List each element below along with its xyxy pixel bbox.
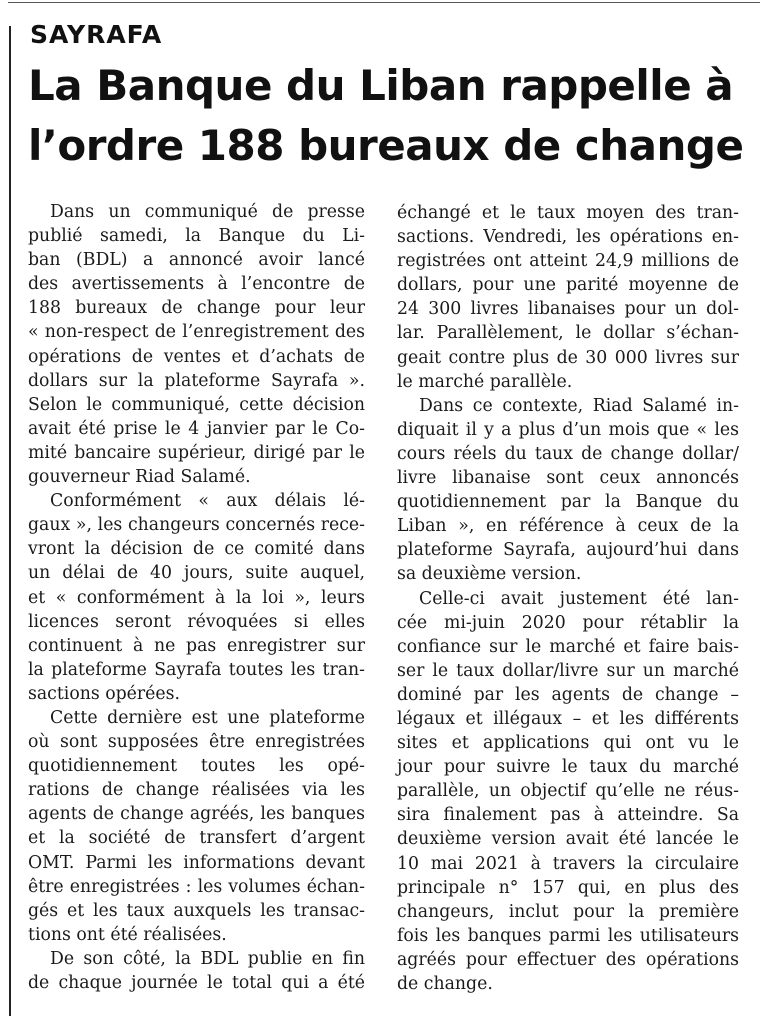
article-line: dollars sur la plateforme Sayrafa ». xyxy=(28,370,365,391)
article-line: et « conformément à la loi », leurs xyxy=(28,587,365,608)
article-line: cée mi-juin 2020 pour rétablir la xyxy=(397,612,739,633)
article-line: changeurs, inclut pour la première xyxy=(397,901,739,922)
article-line: agents de change agréés, les banques xyxy=(28,804,365,825)
article-line: sa deuxième version. xyxy=(397,564,582,585)
article-line: cours réels du taux de change dollar/ xyxy=(397,443,739,464)
article-line: quotidiennement toutes les opé- xyxy=(28,756,365,777)
article-line: diquait il y a plus d’un mois que « les xyxy=(397,419,739,440)
article-line: agréés pour effectuer des opérations xyxy=(397,949,739,970)
article-line: avait été prise le 4 janvier par le Co- xyxy=(28,418,365,439)
article-line: vront la décision de ce comité dans xyxy=(28,539,365,560)
article-line: mité bancaire supérieur, dirigé par le xyxy=(28,442,365,463)
article-line: gaux », les changeurs concernés rece- xyxy=(28,515,365,536)
article-line: sactions. Vendredi, les opérations en- xyxy=(397,227,739,248)
article-line: jour pour suivre le taux du marché xyxy=(397,757,739,778)
article-line: des avertissements à l’encontre de xyxy=(28,274,365,295)
article-line: fois les banques parmi les utilisateurs xyxy=(397,925,739,946)
article-paragraph xyxy=(28,706,365,947)
article-line: gouverneur Riad Salamé. xyxy=(28,467,251,488)
article-line: la plateforme Sayrafa toutes les tran- xyxy=(28,659,365,680)
article-paragraph xyxy=(397,394,739,587)
article-line: 24 300 livres libanaises pour un dol- xyxy=(397,299,739,320)
article-line: geait contre plus de 30 000 livres sur xyxy=(397,347,739,368)
article-line: plateforme Sayrafa, aujourd’hui dans xyxy=(397,540,739,561)
article-line: Celle-ci avait justement été lan- xyxy=(419,588,739,609)
article-line: Cette dernière est une plateforme xyxy=(50,707,365,728)
article-line: ban (BDL) a annoncé avoir lancé xyxy=(28,250,365,271)
article-line: 188 bureaux de change pour leur xyxy=(28,298,365,319)
article-line: sites et applications qui ont vu le xyxy=(397,733,739,754)
article-line: 10 mai 2021 à travers la circulaire xyxy=(397,853,739,874)
section-kicker: SAYRAFA xyxy=(30,20,163,49)
article-line: principale n° 157 qui, en plus des xyxy=(397,877,739,898)
article-line: publié samedi, la Banque du Li- xyxy=(28,226,365,247)
article-paragraph xyxy=(28,947,365,995)
article-line: continuent à ne pas enregistrer sur xyxy=(28,635,365,656)
article-line: légaux et illégaux – et les différents xyxy=(397,708,739,729)
article-line: confiance sur le marché et faire bais- xyxy=(397,636,739,657)
article-line: deuxième version avait été lancée le xyxy=(397,829,739,850)
article-line: Dans un communiqué de presse xyxy=(50,202,365,222)
headline-line: l’ordre 188 bureaux de change xyxy=(28,121,744,170)
article-line: Liban », en référence à ceux de la xyxy=(397,516,739,537)
top-rule xyxy=(8,2,760,3)
article-line: dominé par les agents de change – xyxy=(397,684,739,705)
article-line: Conformément « aux délais lé- xyxy=(50,491,365,512)
article-line: échangé et le taux moyen des tran- xyxy=(397,203,739,223)
article-line: rations de change réalisées via les xyxy=(28,780,365,801)
article-line: « non-respect de l’enregistrement des xyxy=(28,322,365,343)
article-line: où sont supposées être enregistrées xyxy=(28,732,365,753)
article-line: parallèle, un objectif qu’elle ne réus- xyxy=(397,781,739,802)
article-line: dollars, pour une parité moyenne de xyxy=(397,275,739,296)
headline xyxy=(28,56,758,176)
article-line: de change. xyxy=(397,974,493,994)
article-line: licences seront révoquées si elles xyxy=(28,611,365,632)
article-line: être enregistrées : les volumes échan- xyxy=(28,876,365,897)
article-line: Selon le communiqué, cette décision xyxy=(28,394,365,415)
article-paragraph xyxy=(397,201,739,394)
article-line: opérations de ventes et d’achats de xyxy=(28,346,365,367)
article-line: De son côté, la BDL publie en fin xyxy=(50,948,365,969)
article-column-right xyxy=(397,201,739,996)
article-column-left xyxy=(28,200,365,995)
left-column-rule xyxy=(9,26,11,1016)
article-line: lar. Parallèlement, le dollar s’échan- xyxy=(397,323,739,344)
article-line: un délai de 40 jours, suite auquel, xyxy=(28,563,365,584)
article-paragraph xyxy=(397,587,739,997)
article-line: registrées ont atteint 24,9 millions de xyxy=(397,251,739,272)
article-line: de chaque journée le total qui a été xyxy=(28,973,365,993)
article-paragraph xyxy=(28,489,365,706)
article-line: tions ont été réalisées. xyxy=(28,924,227,945)
article-line: quotidiennement par la Banque du xyxy=(397,492,739,513)
article-line: OMT. Parmi les informations devant xyxy=(28,852,365,873)
article-line: sira finalement pas à atteindre. Sa xyxy=(397,805,739,826)
article-line: et la société de transfert d’argent xyxy=(28,828,365,849)
article-line: ser le taux dollar/livre sur un marché xyxy=(397,660,739,681)
headline-line: La Banque du Liban rappelle à xyxy=(28,61,734,110)
article-line: sactions opérées. xyxy=(28,683,180,704)
article-line: gés et les taux auxquels les transac- xyxy=(28,900,365,921)
article-line: le marché parallèle. xyxy=(397,371,573,392)
article-line: livre libanaise sont ceux annoncés xyxy=(397,468,739,489)
article-line: Dans ce contexte, Riad Salamé in- xyxy=(419,395,739,416)
article-paragraph xyxy=(28,200,365,489)
